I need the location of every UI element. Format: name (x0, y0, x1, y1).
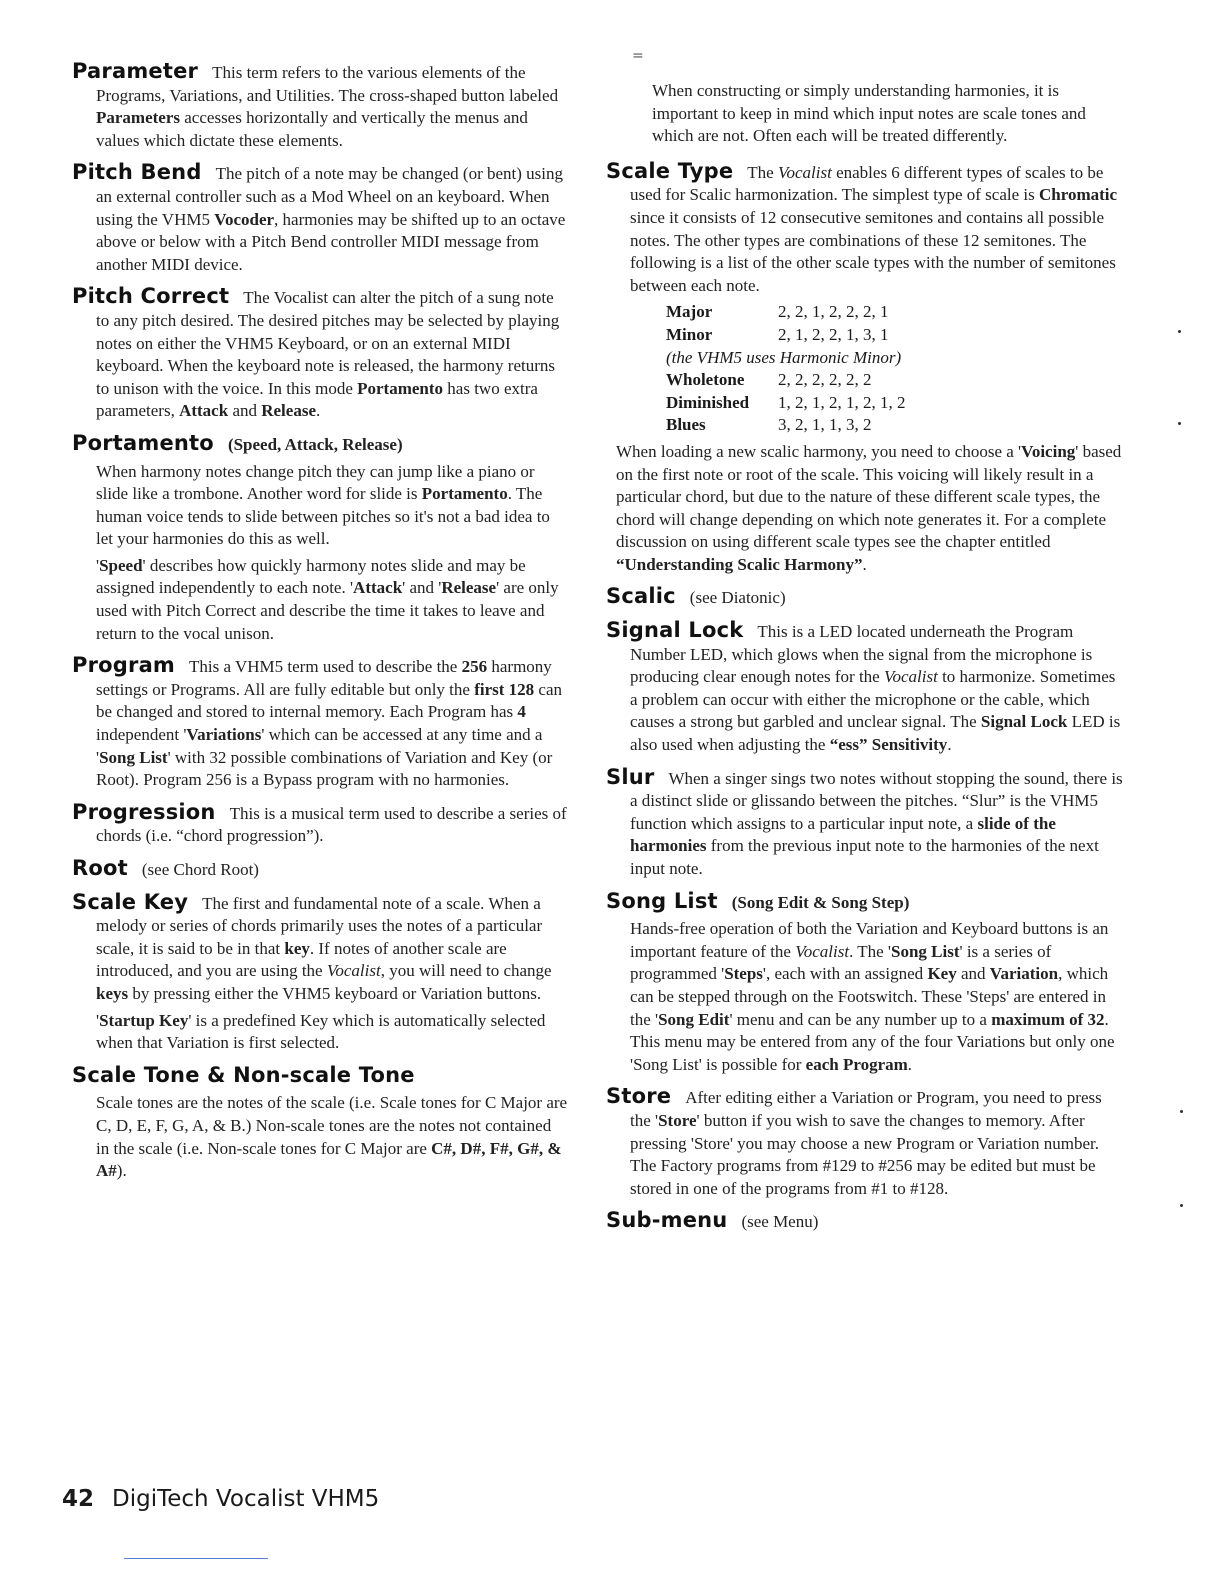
scale-steps: 2, 2, 1, 2, 2, 2, 1 (778, 302, 889, 322)
scale-name: Wholetone (666, 370, 745, 390)
margin-mark: = (632, 48, 644, 64)
scale-row (666, 324, 906, 347)
margin-dot (1178, 330, 1181, 333)
term-scalic (596, 585, 1126, 610)
right-column (596, 60, 1126, 1243)
left-column (62, 60, 568, 1192)
term-paragraph: When loading a new scalic harmony, you need to choose a 'Voicing' based on the first note or root of the scale. This voicing will likely result in a particular chord, but due to the nature of these different scale types, the chord will change depending on which note generates it. For a complete discussion on using different scale types see the chapter entitled “Understanding Scalic Harmony”. (616, 441, 1122, 574)
margin-dot (1180, 1204, 1183, 1207)
term-name: Pitch Bend (72, 160, 202, 185)
term-name: Scale Key (72, 889, 189, 914)
term-paragraph: 'Startup Key' is a predefined Key which is automatically selected when that Variation is first selected. (96, 1010, 546, 1053)
term-scale-type (596, 160, 1126, 577)
page-number: 42 (62, 1486, 95, 1512)
term-pitch-correct (62, 285, 568, 423)
margin-dot (1178, 422, 1181, 425)
minor-note: (the VHM5 uses Harmonic Minor) (666, 347, 902, 367)
term-name: Slur (606, 764, 655, 789)
link-underline (124, 1558, 268, 1559)
term-name: Scale Type (606, 158, 734, 183)
term-definition: The pitch of a note may be changed (or bent) using an external controller such as a Mod Wheel on an keyboard. When using the VHM5 Vocoder, harmonies may be shifted up to an octave above or below with a Pitch Bend controller MIDI message from another MIDI device. (96, 164, 566, 274)
term-definition: This a VHM5 term used to describe the 256 harmony settings or Programs. All are fully editable but only the first 128 can be changed and stored to internal memory. Each Program has 4 independent 'Variations' which can be accessed at any time and a 'Song List' with 32 possible combinations of Variation and Key (or Root). Program 256 is a Bypass program with no harmonies. (96, 657, 562, 790)
scale-row (666, 414, 906, 437)
term-paragraph: Hands-free operation of both the Variation and Keyboard buttons is an important feature of the Vocalist. The 'Song List' is a series of programmed 'Steps', each with an assigned Key and Variation, which can be stepped through on the Footswitch. These 'Steps' are entered in the 'Song Edit' menu and can be any number up to a maximum of 32. This menu may be entered from any of the four Variations but only one 'Song List' is possible for each Program. (630, 919, 1115, 1074)
term-name: Sub-menu (606, 1208, 728, 1233)
scale-name: Blues (666, 415, 706, 435)
term-definition: When a singer sings two notes without stopping the sound, there is a distinct slide or glissando between the pitches. “Slur” is the VHM5 function which assigns to a particular input note, a slide of the harmonies from the previous input note to the harmonies of the next input note. (630, 768, 1123, 878)
term-root (62, 857, 568, 882)
term-definition: After editing either a Variation or Program, you need to press the 'Store' button if you wish to save the changes to memory. After pressing 'Store' you may choose a new Program or Variation number. The Factory programs from #129 to #256 may be edited but must be stored in one of the programs from #1 to #128. (630, 1088, 1102, 1198)
term-scale-key (62, 891, 568, 1055)
term-progression (62, 801, 568, 848)
scale-steps: 2, 2, 2, 2, 2, 2 (778, 370, 872, 390)
term-definition: (Song Edit & Song Step) (731, 892, 910, 912)
term-pitch-bend (62, 161, 568, 276)
term-definition: The Vocalist enables 6 different types of scales to be used for Scalic harmonization. The simplest type of scale is Chromatic since it consists of 12 consecutive semitones and contains all possible notes. The other types are combinations of these 12 semitones. The following is a list of the other scale types with the number of semitones between each note. (630, 162, 1118, 295)
term-definition: The first and fundamental note of a scale. When a melody or series of chords primarily uses the notes of a particular scale, it is said to be in that key. If notes of another scale are introduced, and you are using the Vocalist, you will need to change keys by pressing either the VHM5 keyboard or Variation buttons. (96, 893, 552, 1003)
scale-name: Minor (666, 324, 713, 344)
scale-steps: 2, 1, 2, 2, 1, 3, 1 (778, 324, 889, 344)
term-name: Signal Lock (606, 618, 744, 643)
term-slur (596, 766, 1126, 881)
scale-steps: 3, 2, 1, 1, 3, 2 (778, 415, 872, 435)
term-paragraph: 'Speed' describes how quickly harmony notes slide and may be assigned independently to each note. 'Attack' and 'Release' are only used with Pitch Correct and describe the time it takes to leave and return to the vocal unison. (96, 555, 559, 643)
intro-paragraph: When constructing or simply understanding harmonies, it is important to keep in mind which input notes are scale tones and which are not. Often each will be treated differently. (652, 81, 1086, 146)
scale-name: Major (666, 302, 713, 322)
scale-row (666, 301, 906, 324)
term-program (62, 654, 568, 792)
term-sub-menu (596, 1209, 1126, 1234)
term-song-list (596, 890, 1126, 1077)
scale-row (666, 392, 906, 415)
term-name: Scalic (606, 584, 676, 609)
term-paragraph: Scale tones are the notes of the scale (i.e. Scale tones for C Major are C, D, E, F, G, A, & B.) Non-scale tones are the notes not contained in the scale (i.e. Non-scale tones for C Major are C#, D#, F#, G#, & A#). (96, 1093, 568, 1181)
term-definition: The Vocalist can alter the pitch of a sung note to any pitch desired. The desired pitches may be selected by playing notes on either the VHM5 Keyboard, or on an external MIDI keyboard. When the keyboard note is released, the harmony returns to unison with the voice. In this mode Portamento has two extra parameters, Attack and Release. (96, 288, 560, 421)
term-definition: This is a musical term used to describe a series of chords (i.e. “chord progression”). (96, 803, 567, 846)
term-definition: This term refers to the various elements of the Programs, Variations, and Utilities. The cross-shaped button labeled Parameters accesses horizontally and vertically the menus and values which dictate these elements. (96, 63, 559, 150)
term-name: Program (72, 653, 176, 678)
term-definition: (Speed, Attack, Release) (227, 434, 403, 454)
scale-types-table (666, 301, 906, 437)
term-portamento (62, 432, 568, 645)
term-paragraph: When harmony notes change pitch they can jump like a piano or slide like a trombone. Another word for slide is Portamento. The human voice tends to slide between pitches so it's not a bad idea to let your harmonies do this as well. (96, 461, 550, 549)
term-parameter (62, 60, 568, 152)
term-store (596, 1085, 1126, 1200)
term-name: Song List (606, 888, 718, 913)
footer-title: DigiTech Vocalist VHM5 (112, 1486, 380, 1512)
page-footer (62, 1486, 379, 1512)
term-signal-lock (596, 619, 1126, 757)
term-name: Root (72, 856, 128, 880)
term-definition: (see Diatonic) (689, 588, 786, 608)
scale-steps: 1, 2, 1, 2, 1, 2, 1, 2 (778, 392, 906, 412)
term-definition: (see Menu) (741, 1212, 819, 1232)
term-name: Pitch Correct (72, 284, 230, 309)
margin-dot (1180, 1110, 1183, 1113)
scale-row (666, 369, 906, 392)
term-definition: This is a LED located underneath the Program Number LED, which glows when the signal from the microphone is producing clear enough notes for the Vocalist to harmonize. Sometimes a problem can occur with either the microphone or the cable, which causes a strong but garbled and unclear signal. The Signal Lock LED is also used when adjusting the “ess” Sensitivity. (630, 622, 1121, 755)
term-name: Store (606, 1084, 672, 1109)
term-scale-tone-non-scale-tone (62, 1064, 568, 1183)
term-name: Progression (72, 799, 216, 824)
term-name: Portamento (72, 430, 214, 455)
term-name: Parameter (72, 59, 199, 83)
scale-name: Diminished (666, 392, 750, 412)
term-name: Scale Tone & Non-scale Tone (72, 1062, 415, 1087)
term-definition: (see Chord Root) (141, 860, 259, 879)
